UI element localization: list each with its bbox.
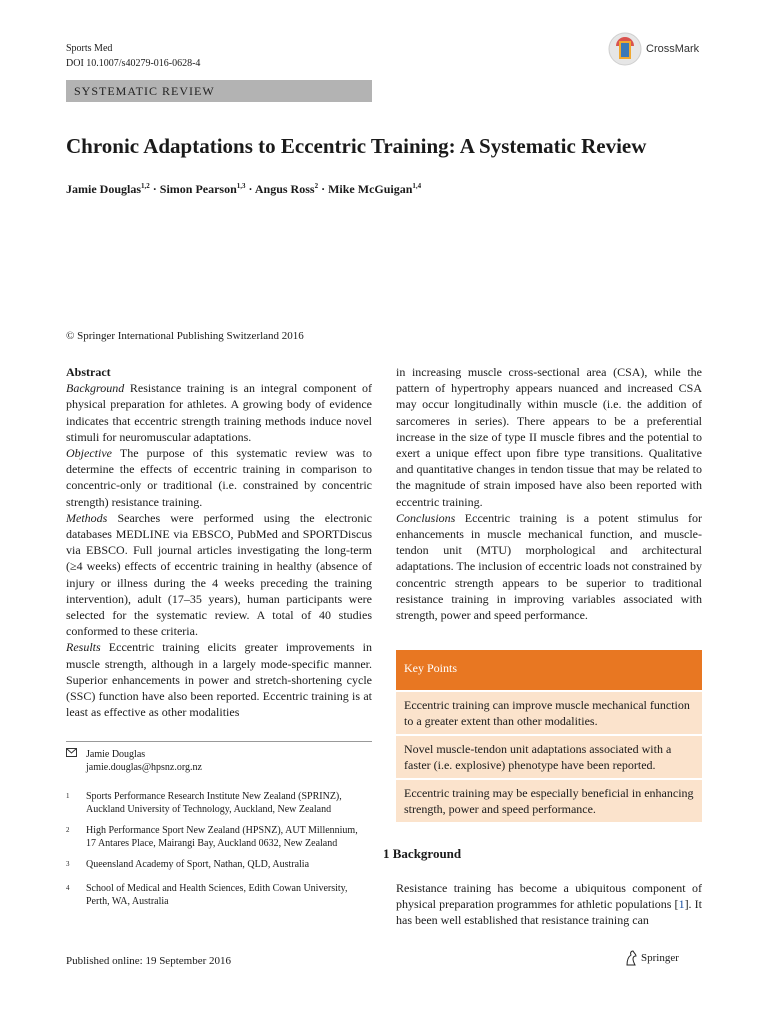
section-heading: 1 Background bbox=[383, 846, 462, 861]
crossmark-label: CrossMark bbox=[646, 43, 700, 55]
abstract-right-column bbox=[396, 364, 702, 623]
springer-horse-icon bbox=[624, 950, 638, 966]
crossmark-icon bbox=[608, 32, 642, 66]
author-separator: · bbox=[318, 182, 329, 196]
abstract-results-continued: in increasing muscle cross-sectional area (CSA), while the pattern of hypertrophy appears nuanced and increased CSA may occur longitudinally within muscle (i.e. the addition of sarcomeres in series). There appears to be a preferential increase in the size of type II muscle fibres and the potential to exert a unique effect upon fibre type transitions. Qualitative and quantitative changes in tendon tissue that may be related to the magnitude of strain imposed have also been reported with eccentric training. bbox=[396, 365, 702, 509]
affiliation: $^2$ High Performance Sport New Zealand (HPSNZ), AUT Millennium, 17 Antares Place, Mairangi Bay, Auckland 0632, New Zealand bbox=[66, 825, 358, 849]
citation-link[interactable]: 1 bbox=[678, 897, 685, 912]
author[interactable]: Jamie Douglas$^{1,2}$ bbox=[66, 182, 150, 196]
article-type-banner: SYSTEMATIC REVIEW bbox=[66, 80, 372, 102]
article-title: Chronic Adaptations to Eccentric Training: A Systematic Review bbox=[66, 134, 647, 158]
correspondence-name: Jamie Douglas bbox=[86, 749, 146, 760]
copyright-notice: © Springer International Publishing Switzerland 2016 bbox=[66, 330, 304, 342]
key-point-item: Eccentric training can improve muscle mechanical function to a greater extent than other modalities. bbox=[396, 690, 702, 734]
author-separator: · bbox=[149, 182, 160, 196]
key-point-item: Eccentric training may be especially beneficial in enhancing strength, power and speed performance. bbox=[396, 778, 702, 822]
correspondence bbox=[66, 748, 366, 774]
key-points-heading: Key Points bbox=[396, 650, 702, 690]
journal-name: Sports Med bbox=[66, 43, 113, 54]
abstract-left-column bbox=[66, 364, 372, 720]
author[interactable]: Simon Pearson$^{1,3}$ bbox=[159, 182, 246, 196]
abstract-heading: Abstract bbox=[66, 365, 111, 379]
footnote-divider bbox=[66, 741, 372, 742]
crossmark-badge[interactable] bbox=[608, 32, 718, 66]
abstract-background: Background Resistance training is an integral component of physical preparation for athletes. A growing body of evidence indicates that eccentric strength training methods induce novel stimuli for neuromuscular adaptations. bbox=[66, 381, 373, 444]
key-points-box bbox=[396, 650, 702, 822]
abstract-objective: Objective The purpose of this systematic review was to determine the effects of eccentric training in comparison to concentric-only or traditional (i.e. constrained by concentric strength) resistance training. bbox=[66, 446, 372, 509]
affiliation: $^3$ Queensland Academy of Sport, Nathan, QLD, Australia bbox=[66, 859, 310, 870]
abstract-results: Results Eccentric training elicits greater improvements in muscle strength, although in a largely mode-specific manner. Superior enhancements in power and stretch-shortening cycle (SSC) function have also been reported. Eccentric training is at least as effective as other modalities bbox=[66, 640, 372, 720]
author[interactable]: Angus Ross$^2$ bbox=[254, 182, 319, 196]
correspondence-email[interactable]: jamie.douglas@hpsnz.org.nz bbox=[86, 762, 202, 773]
affiliation: $^1$ Sports Performance Research Institute New Zealand (SPRINZ), Auckland University of Technology, Auckland, New Zealand bbox=[66, 791, 342, 815]
affiliation: $^4$ School of Medical and Health Sciences, Edith Cowan University, Perth, WA, Australia bbox=[66, 883, 348, 908]
publisher-name: Springer bbox=[641, 952, 679, 964]
author[interactable]: Mike McGuigan$^{1,4}$ bbox=[328, 182, 422, 196]
author-list bbox=[66, 178, 421, 197]
key-point-item: Novel muscle-tendon unit adaptations associated with a faster (i.e. explosive) phenotype have been reported. bbox=[396, 734, 702, 778]
abstract-methods: Methods Searches were performed using the electronic databases MEDLINE via EBSCO, PubMed and SPORTDiscus via EBSCO. Full journal articles investigating the long-term (≥4 weeks) effects of eccentric training in healthy (absence of injury or illness during the 4 weeks preceding the training intervention), adult (17–35 years), human participants were selected for the systematic review. A total of 40 studies conformed to these criteria. bbox=[66, 510, 373, 639]
abstract-conclusions: Conclusions Eccentric training is a potent stimulus for enhancements in muscle mechanical function, and muscle-tendon unit (MTU) morphological and architectural adaptations. The inclusion of eccentric loads not constrained by concentric strength appears to be superior to traditional resistance training in improving variables associated with strength, power and speed performance. bbox=[396, 510, 702, 623]
author-separator: · bbox=[245, 182, 255, 196]
section-body: Resistance training has become a ubiquitous component of physical preparation programmes for athletic populations [1]. It has been well established that resistance training can bbox=[396, 881, 702, 928]
envelope-icon bbox=[66, 748, 86, 774]
published-date: Published online: 19 September 2016 bbox=[66, 955, 231, 967]
doi[interactable]: DOI 10.1007/s40279-016-0628-4 bbox=[66, 58, 201, 69]
footnotes bbox=[66, 748, 366, 916]
publisher-logo bbox=[624, 950, 679, 966]
